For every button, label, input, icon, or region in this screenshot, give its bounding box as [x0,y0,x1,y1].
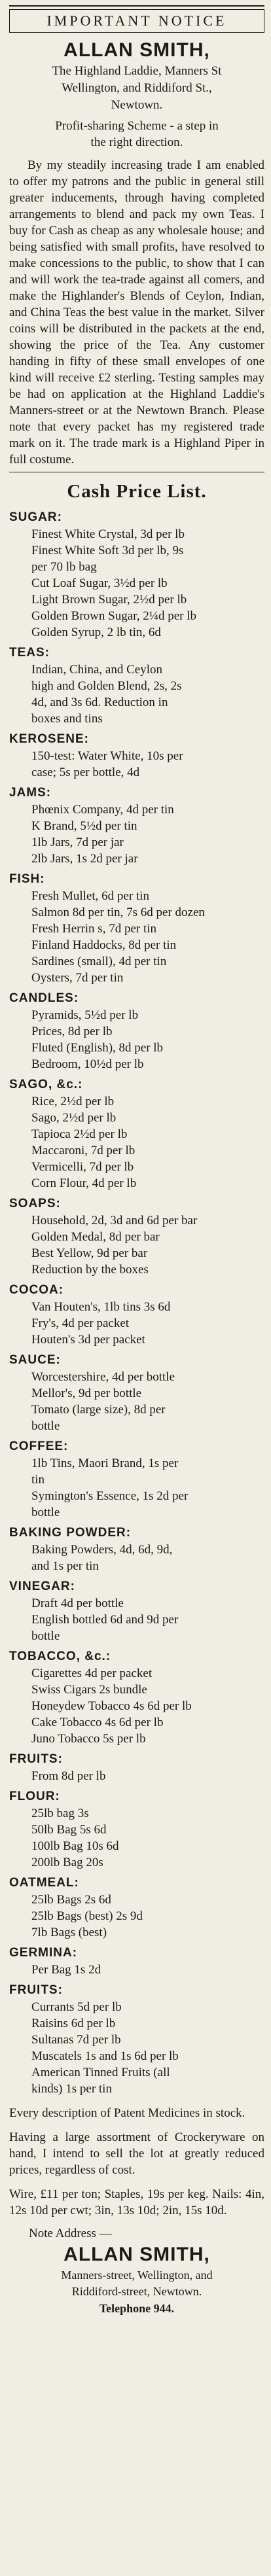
price-item: bottle [31,1419,60,1433]
price-item: Currants 5d per lb [31,2000,122,2014]
price-item: Sultanas 7d per lb [31,2033,121,2047]
price-section [9,990,264,1072]
price-item: Oysters, 7d per tin [31,971,124,985]
price-item: English bottled 6d and 9d per [31,1613,179,1627]
price-section [9,1788,264,1871]
price-item: Golden Brown Sugar, 2¼d per lb [31,609,197,623]
price-section [9,1875,264,1941]
price-item: 150-test: Water White, 10s per [31,749,183,763]
section-heading: VINEGAR: [9,1579,75,1593]
section-heading: FISH: [9,872,45,886]
address-line-1: The Highland Laddie, Manners St [52,64,222,78]
section-heading: COFFEE: [9,1439,69,1453]
section-heading: SUGAR: [9,510,62,524]
intro-paragraph: By my steadily increasing trade I am enabled to offer my patrons and the public in general still greater inducements, through having completed arrangements to blend and pack my own Teas. I buy for Cash as cheap as any wholesale house; and being satisfied with small profits, have resolved to make concessions to the public, to show that I can and will work the tea-trade against all comers, and make the Highlander's Blends of Ceylon, Indian, and China Teas the best value in the market. Silver coins will be distributed in the packets at the end, showing the price of the Tea. Any customer handing in fifty of these small envelopes of one kind will receive £2 sterling. Testing samples may be had on application at the Highland Laddie's Manners-street or at the Newtown Branch. Please note that every packet has my registered trade mark on it. The trade mark is a Highland Piper in full costume. [9,158,264,467]
price-item: 4d, and 3s 6d. Reduction in [31,696,168,709]
price-item: Golden Syrup, 2 lb tin, 6d [31,626,161,639]
price-item: 25lb bag 3s [31,1807,89,1820]
section-heading: CANDLES: [9,991,79,1005]
price-item: 1lb Tins, Maori Brand, 1s per [31,1456,179,1470]
price-item: Muscatels 1s and 1s 6d per lb [31,2049,179,2063]
crockery-text: Having a large assortment of Crockeryware on hand, I intend to sell the lot at greatly reduced prices, regardless of cost. [9,2130,264,2177]
price-list [9,509,264,2097]
price-item: tin [31,1473,45,1487]
scheme-line-1: Profit-sharing Scheme - a step in [55,119,219,133]
section-heading: FRUITS: [9,1752,63,1766]
merchant-name: ALLAN SMITH, [63,39,210,61]
price-list-title: Cash Price List. [67,481,207,502]
price-item: Tomato (large size), 8d per [31,1403,166,1417]
price-section [9,871,264,986]
price-item: and 1s per tin [31,1559,99,1573]
price-section [9,731,264,781]
price-item: Golden Medal, 8d per bar [31,1230,160,1244]
price-item: Light Brown Sugar, 2½d per lb [31,593,187,607]
price-item: 7lb Bags (best) [31,1926,107,1939]
section-heading: OATMEAL: [9,1876,79,1890]
price-section [9,1282,264,1348]
section-heading: SAUCE: [9,1353,61,1367]
price-item: high and Golden Blend, 2s, 2s [31,679,182,693]
price-item: Sago, 2½d per lb [31,1111,117,1125]
section-heading: COCOA: [9,1283,64,1297]
price-item: Household, 2d, 3d and 6d per bar [31,1214,198,1227]
price-item: kinds) 1s per tin [31,2082,112,2096]
price-item: Raisins 6d per lb [31,2017,116,2030]
price-item: From 8d per lb [31,1769,106,1783]
price-section [9,1438,264,1521]
scheme-line-2: the right direction. [90,135,183,149]
price-item: Swiss Cigars 2s bundle [31,1683,147,1697]
price-item: Honeydew Tobacco 4s 6d per lb [31,1699,192,1713]
price-item: K Brand, 5½d per tin [31,819,137,833]
section-heading: TOBACCO, &c.: [9,1650,111,1663]
price-item: bottle [31,1506,60,1519]
footer-address-line-1: Manners-street, Wellington, and [61,2268,213,2282]
price-section [9,1648,264,1747]
section-heading: JAMS: [9,786,52,800]
price-item: Sardines (small), 4d per tin [31,955,167,968]
section-heading: FLOUR: [9,1790,60,1803]
price-item: Mellor's, 9d per bottle [31,1386,142,1400]
price-item: Rice, 2½d per lb [31,1095,115,1108]
price-item: Salmon 8d per tin, 7s 6d per dozen [31,906,205,919]
price-item: boxes and tins [31,712,103,726]
price-item: Van Houten's, 1lb tins 3s 6d [31,1300,171,1314]
price-item: Juno Tobacco 5s per lb [31,1732,146,1746]
price-item: bottle [31,1629,60,1643]
notice-heading: IMPORTANT NOTICE [9,9,264,33]
price-item: Phœnix Company, 4d per tin [31,803,174,817]
price-item: American Tinned Fruits (all [31,2066,170,2079]
price-item: Best Yellow, 9d per bar [31,1246,148,1260]
price-item: 25lb Bags 2s 6d [31,1893,111,1907]
price-item: 1lb Jars, 7d per jar [31,836,124,849]
price-item: Fresh Herrin s, 7d per tin [31,922,157,936]
price-item: Prices, 8d per lb [31,1025,113,1038]
telephone: Telephone 944. [99,2302,175,2315]
price-item: Cigarettes 4d per packet [31,1667,153,1680]
price-section [9,1578,264,1644]
price-item: 50lb Bag 5s 6d [31,1823,107,1837]
section-heading: SOAPS: [9,1197,61,1210]
price-section [9,1352,264,1434]
patent-medicines-text: Every description of Patent Medicines in stock. [9,2106,245,2120]
price-item: Worcestershire, 4d per bottle [31,1370,175,1384]
price-item: 200lb Bag 20s [31,1856,103,1869]
section-heading: GERMINA: [9,1946,78,1960]
price-item: Finest White Crystal, 3d per lb [31,527,185,541]
price-section [9,1076,264,1191]
price-item: Bedroom, 10½d per lb [31,1057,144,1071]
price-item: Draft 4d per bottle [31,1597,124,1610]
price-section [9,1195,264,1278]
price-item: 2lb Jars, 1s 2d per jar [31,852,138,866]
price-item: Fresh Mullet, 6d per tin [31,889,149,903]
price-item: Indian, China, and Ceylon [31,663,162,677]
price-item: 25lb Bags (best) 2s 9d [31,1909,143,1923]
section-heading: KEROSENE: [9,732,89,746]
price-item: Per Bag 1s 2d [31,1963,101,1977]
price-section [9,1751,264,1784]
price-item: Fry's, 4d per packet [31,1316,130,1330]
section-heading: SAGO, &c.: [9,1078,83,1091]
footer-address-line-2: Riddiford-street, Newtown. [71,2285,202,2298]
address-line-2: Wellington, and Riddiford St., [62,81,212,95]
note-address: Note Address — [29,2227,112,2240]
price-section [9,644,264,727]
price-item: Fluted (English), 8d per lb [31,1041,164,1055]
wire-nails-text: Wire, £11 per ton; Staples, 19s per keg. Nails: 4in, 12s 10d per cwt; 3in, 13s 10d; 2in, 15s 10d. [9,2187,264,2217]
price-section [9,1982,264,2097]
top-rule [9,5,264,7]
price-item: Corn Flour, 4d per lb [31,1176,137,1190]
price-item: Maccaroni, 7d per lb [31,1144,136,1157]
price-item: Cake Tobacco 4s 6d per lb [31,1716,164,1729]
price-item: case; 5s per bottle, 4d [31,766,140,779]
price-section [9,509,264,641]
price-item: Houten's 3d per packet [31,1333,145,1347]
price-item: Tapioca 2½d per lb [31,1127,128,1141]
section-heading: TEAS: [9,646,50,660]
price-section [9,1945,264,1978]
price-item: Pyramids, 5½d per lb [31,1008,139,1022]
price-section [9,785,264,867]
price-item: Symington's Essence, 1s 2d per [31,1489,189,1503]
footer-merchant-name: ALLAN SMITH, [63,2244,210,2265]
section-heading: FRUITS: [9,1983,63,1997]
price-item: Reduction by the boxes [31,1263,149,1277]
price-item: Baking Powders, 4d, 6d, 9d, [31,1543,173,1557]
price-item: Vermicelli, 7d per lb [31,1160,134,1174]
price-item: Finest White Soft 3d per lb, 9s [31,544,184,557]
address-line-3: Newtown. [111,98,163,112]
price-item: Finland Haddocks, 8d per tin [31,938,177,952]
price-section [9,1525,264,1574]
price-item: 100lb Bag 10s 6d [31,1839,119,1853]
price-item: per 70 lb bag [31,560,97,574]
section-heading: BAKING POWDER: [9,1526,132,1540]
price-item: Cut Loaf Sugar, 3½d per lb [31,576,168,590]
